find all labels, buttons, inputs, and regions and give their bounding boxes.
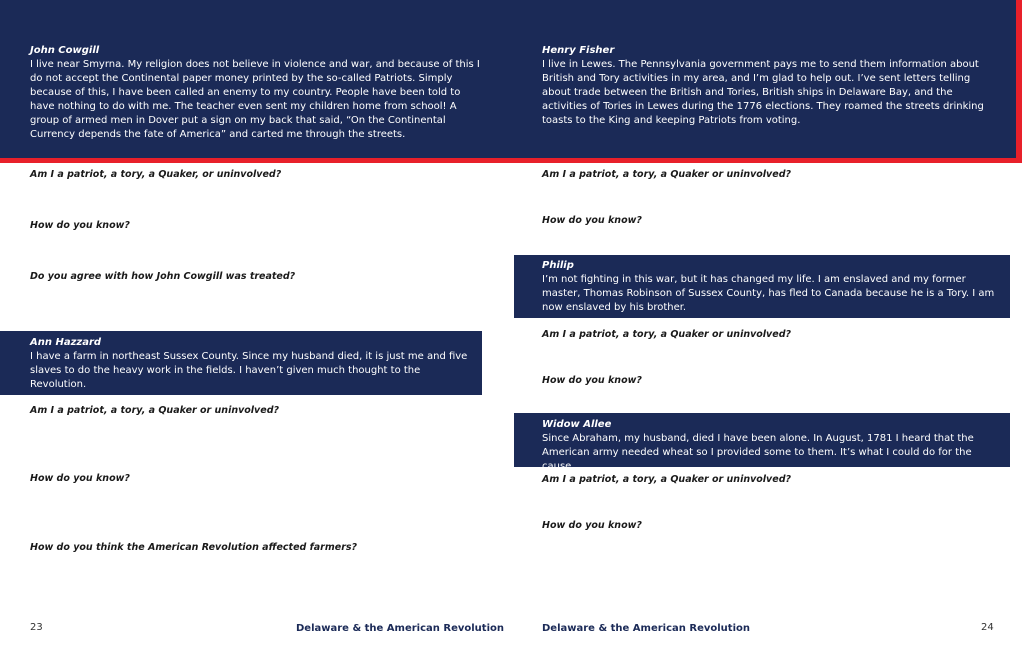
question: Am I a patriot, a tory, a Quaker or uninvolved? <box>30 405 280 416</box>
page-number: 23 <box>30 622 43 633</box>
card-john-cowgill <box>30 44 480 142</box>
question: Do you agree with how John Cowgill was treated? <box>30 271 296 282</box>
card-philip <box>514 255 1010 318</box>
card-text: I have a farm in northeast Sussex County. Since my husband died, it is just me and five slaves to do the heavy work in the fields. I haven’t given much thought to the Revolution. <box>30 351 468 390</box>
question: How do you know? <box>542 215 642 226</box>
card-text: I live near Smyrna. My religion does not believe in violence and war, and because of this I do not accept the Continental paper money printed by the so-called Patriots. Simply because of this, I have been called an enemy to my country. People have been told to have nothing to do with me. The teacher even sent my children home from school! A group of armed men in Dover put a sign on my back that said, “On the Continental Currency depends the fate of America” and carted me through the streets. <box>30 59 480 140</box>
question: How do you think the American Revolution affected farmers? <box>30 542 358 553</box>
question: Am I a patriot, a tory, a Quaker, or uninvolved? <box>30 169 282 180</box>
footer-title: Delaware & the American Revolution <box>296 623 504 634</box>
footer-title: Delaware & the American Revolution <box>542 623 750 634</box>
question: How do you know? <box>30 220 130 231</box>
card-widow-allee <box>514 413 1010 472</box>
red-accent-rule <box>0 158 1022 163</box>
question: Am I a patriot, a tory, a Quaker or uninvolved? <box>542 169 792 180</box>
question: How do you know? <box>542 375 642 386</box>
card-text: I live in Lewes. The Pennsylvania government pays me to send them information about British and Tory activities in my area, and I’m glad to help out. I’ve sent letters telling about trade between the British and Tories, British ships in Delaware Bay, and the activities of Tories in Lewes during the 1776 elections. They roamed the streets drinking toasts to the King and keeping Patriots from voting. <box>542 59 984 126</box>
page-number: 24 <box>981 622 994 633</box>
question: Am I a patriot, a tory, a Quaker or uninvolved? <box>542 329 792 340</box>
card-name: Henry Fisher <box>542 45 615 56</box>
red-accent-edge <box>1016 0 1022 163</box>
card-henry-fisher <box>542 44 992 128</box>
card-ann-hazzard <box>0 331 482 395</box>
card-text: Since Abraham, my husband, died I have been alone. In August, 1781 I heard that the American army needed wheat so I provided some to them. It’s what I could do for the cause. <box>542 433 974 472</box>
question: Am I a patriot, a tory, a Quaker or uninvolved? <box>542 474 792 485</box>
card-text: I’m not fighting in this war, but it has changed my life. I am enslaved and my former master, Thomas Robinson of Sussex County, has fled to Canada because he is a Tory. I am now enslaved by his brother. <box>542 274 995 313</box>
card-name: John Cowgill <box>30 45 100 56</box>
question: How do you know? <box>542 520 642 531</box>
question: How do you know? <box>30 473 130 484</box>
card-name: Ann Hazzard <box>30 337 102 348</box>
card-name: Widow Allee <box>542 419 612 430</box>
card-name: Philip <box>542 260 574 271</box>
